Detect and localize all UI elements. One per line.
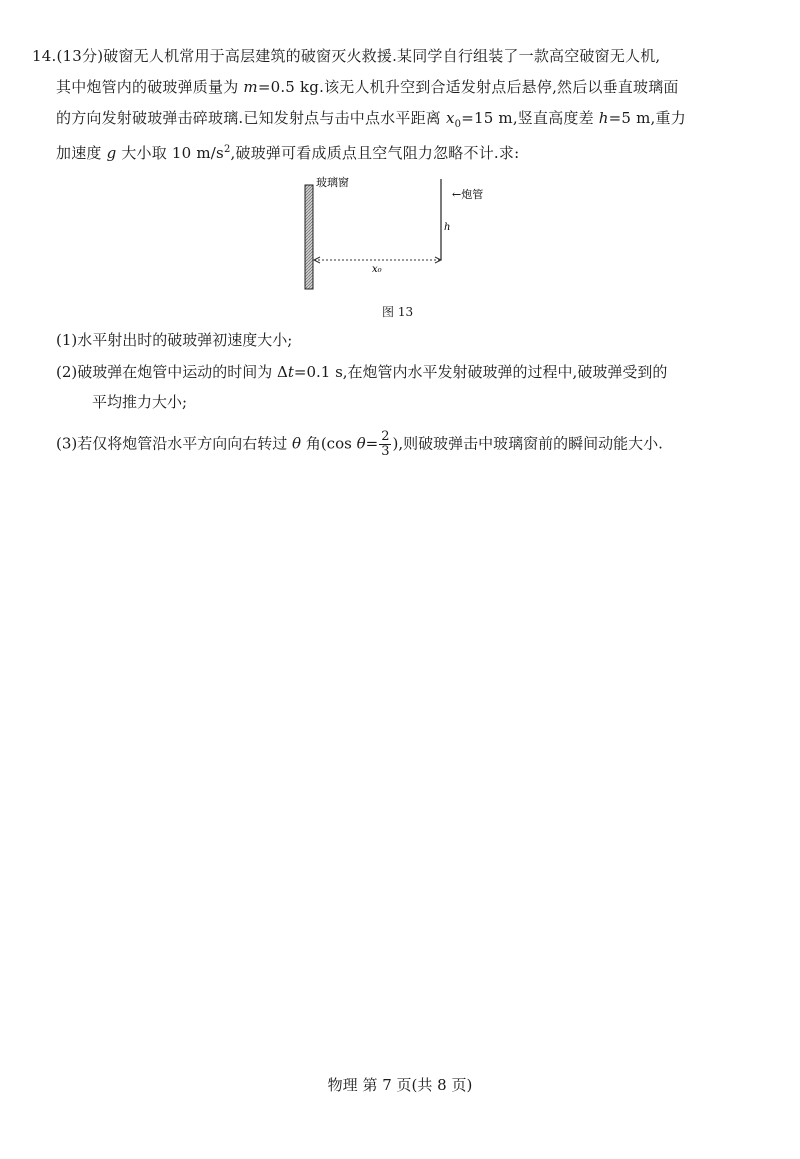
part-3-text-a: (3)若仅将炮管沿水平方向向右转过 [56,434,293,453]
h-label: h [444,222,451,233]
question-text-1: 破窗无人机常用于高层建筑的破窗灭火救援.某同学自行组装了一款高空破窗无人机, [103,47,661,65]
equals-sign: = [365,434,379,453]
var-g: g [106,144,117,162]
var-x: x [445,109,455,127]
part-3-text-b: 角(cos [301,434,357,453]
question-text-3a: 的方向发射破玻弹击碎玻璃.已知发射点与击中点水平距离 [56,109,446,127]
part-2 [56,362,667,382]
figure-caption: 图 13 [382,305,414,319]
fraction-denominator: 3 [381,444,390,459]
var-h: h [598,109,609,127]
question-line-2 [56,77,679,97]
figure-diagram [290,172,500,302]
part-2-text-a: (2)破玻弹在炮管中运动的时间为 Δ [56,363,288,381]
question-text-3b: =15 m,竖直高度差 [461,109,599,127]
page-footer: 物理 第 7 页(共 8 页) [327,1076,473,1094]
var-t: t [287,363,294,381]
fraction-two-thirds [379,430,391,459]
var-x-subscript: 0 [454,119,462,130]
x0-label: x₀ [372,264,382,275]
fraction-numerator: 2 [381,429,390,444]
part-3 [56,430,663,459]
question-text-3c: =5 m,重力 [608,109,686,127]
question-line-4 [56,140,519,163]
question-line-1 [32,46,660,66]
question-text-4a: 加速度 [56,144,107,162]
var-m: m [243,78,258,96]
figure-13 [290,172,500,302]
unit-superscript: 2 [223,144,231,155]
question-line-3 [56,108,686,135]
question-text-4b: 大小取 10 m/s [116,144,224,162]
glass-window-shape [305,185,313,289]
question-text-2a: 其中炮管内的破玻弹质量为 [56,78,244,96]
question-text-2b: =0.5 kg.该无人机升空到合适发射点后悬停,然后以垂直玻璃面 [257,78,679,96]
window-label: 玻璃窗 [316,176,349,189]
question-points: (13分) [56,47,104,65]
question-number: 14. [32,47,57,65]
barrel-label: ←炮管 [452,188,484,201]
part-3-text-c: ),则破玻弹击中玻璃窗前的瞬间动能大小. [392,434,663,453]
var-theta: θ [292,434,302,453]
part-2-text-b: =0.1 s,在炮管内水平发射破玻弹的过程中,破玻弹受到的 [293,363,668,381]
part-1: (1)水平射出时的破玻弹初速度大小; [56,331,293,349]
var-theta-2: θ [356,434,366,453]
part-2-continuation: 平均推力大小; [92,393,188,411]
question-text-4c: ,破玻弹可看成质点且空气阻力忽略不计.求: [230,144,520,162]
